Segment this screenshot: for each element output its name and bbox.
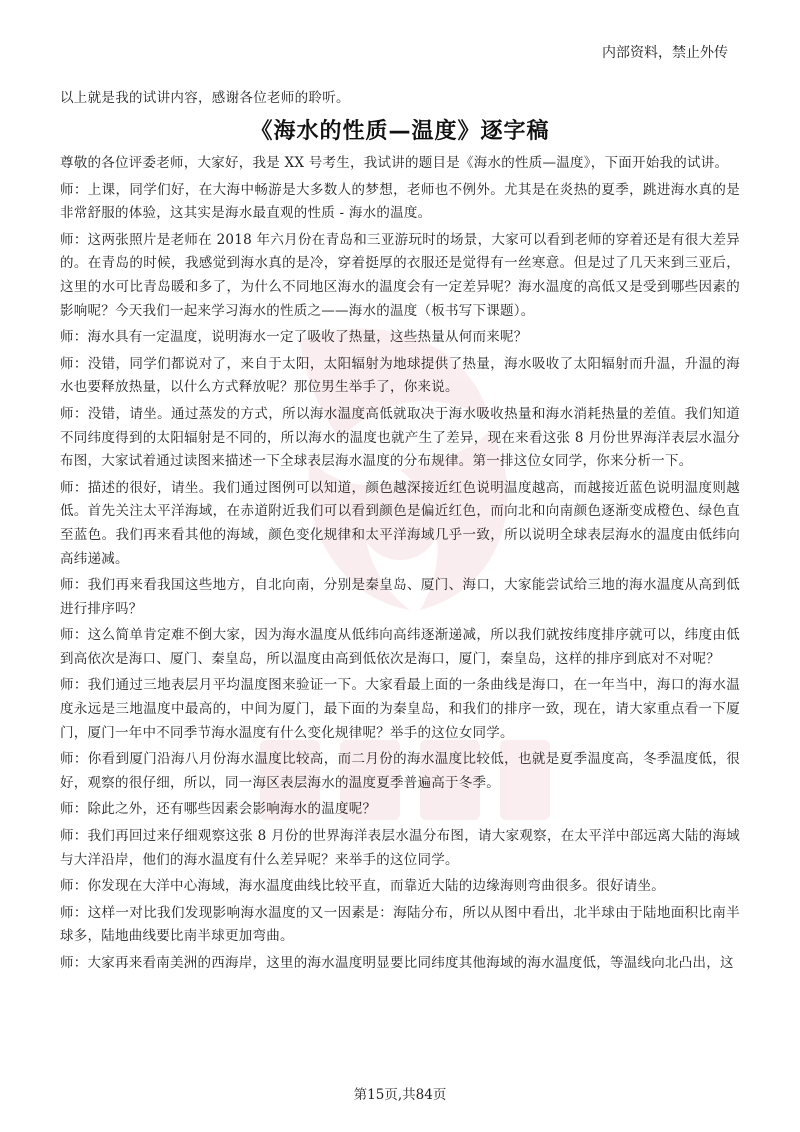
paragraph: 师：描述的很好，请坐。我们通过图例可以知道，颜色越深接近红色说明温度越高，而越接近蓝色说明温度则越低。首先关注太平洋海域，在赤道附近我们可以看到颜色是偏近红色，而向北和向南颜色逐渐变成橙色、绿色直至蓝色。我们再来看其他的海域，颜色变化规律和太平洋海域几乎一致，所以说明全球表层海水的温度由低纬向高纬递减。 bbox=[60, 479, 740, 567]
paragraph: 师：我们再回过来仔细观察这张 8 月份的世界海洋表层水温分布图，请大家观察，在太平洋中部远离大陆的海域与大洋沿岸，他们的海水温度有什么差异呢？来举手的这位同学。 bbox=[60, 828, 740, 868]
document-title: 《海水的性质—温度》逐字稿 bbox=[250, 119, 550, 144]
document-body bbox=[60, 152, 740, 1080]
page-number: 第15页,共84页 bbox=[353, 1087, 447, 1103]
paragraph: 师：你看到厦门沿海八月份海水温度比较高，而二月份的海水温度比较低，也就是夏季温度高，冬季温度低，很好，观察的很仔细，所以，同一海区表层海水的温度夏季普遍高于冬季。 bbox=[60, 751, 740, 791]
paragraph: 师：我们再来看我国这些地方，自北向南，分别是秦皇岛、厦门、海口，大家能尝试给三地的海水温度从高到低进行排序吗？ bbox=[60, 577, 740, 617]
paragraph: 师：大家再来看南美洲的西海岸，这里的海水温度明显要比同纬度其他海域的海水温度低，等温线向北凸出，这 bbox=[60, 955, 734, 971]
paragraph: 师：没错，同学们都说对了，来自于太阳，太阳辐射为地球提供了热量，海水吸收了太阳辐射而升温，升温的海水也要释放热量，以什么方式释放呢？那位男生举手了，你来说。 bbox=[60, 355, 740, 396]
paragraph: 师：这样一对比我们发现影响海水温度的又一因素是：海陆分布，所以从图中看出，北半球由于陆地面积比南半球多，陆地曲线要比南半球更加弯曲。 bbox=[60, 904, 740, 945]
paragraph: 师：我们通过三地表层月平均温度图来验证一下。大家看最上面的一条曲线是海口，在一年当中，海口的海水温度永远是三地温度中最高的，中间为厦门，最下面的为秦皇岛，和我们的排序一致，现在，请大家重点看一下厦门，厦门一年中不同季节海水温度有什么变化规律呢？举手的这位女同学。 bbox=[60, 677, 740, 741]
header-note: 内部资料，禁止外传 bbox=[602, 45, 728, 61]
intro-line: 以上就是我的试讲内容，感谢各位老师的聆听。 bbox=[60, 90, 350, 106]
paragraph: 师：除此之外，还有哪些因素会影响海水的温度呢？ bbox=[60, 801, 377, 818]
paragraph: 师：上课，同学们好，在大海中畅游是大多数人的梦想，老师也不例外。尤其是在炎热的夏季，跳进海水真的是非常舒服的体验，这其实是海水最直观的性质 - 海水的温度。 bbox=[60, 181, 740, 222]
paragraph: 师：你发现在大洋中心海域，海水温度曲线比较平直，而靠近大陆的边缘海则弯曲很多。很好请坐。 bbox=[60, 878, 665, 895]
paragraph: 师：这两张照片是老师在 2018 年六月份在青岛和三亚游玩时的场景，大家可以看到老师的穿着还是有很大差异的。在青岛的时候，我感觉到海水真的是冷，穿着挺厚的衣服还是觉得有一丝寒意。但是过了几天来到三亚后，这里的水可比青岛暖和多了，为什么不同地区海水的温度会有一定差异呢？海水温度的高低又是受到哪些因素的影响呢？今天我们一起来学习海水的性质之——海水的温度（板书写下课题）。 bbox=[60, 231, 740, 319]
paragraph: 师：海水具有一定温度，说明海水一定了吸收了热量，这些热量从何而来呢？ bbox=[60, 329, 528, 346]
paragraph: 师：没错，请坐。通过蒸发的方式，所以海水温度高低就取决于海水吸收热量和海水消耗热量的差值。我们知道不同纬度得到的太阳辐射是不同的，所以海水的温度也就产生了差异，现在来看这张 8 月份世界海洋表层水温分布图，大家试着通过读图来描述一下全球表层海水温度的分布规律。第一排这位女同学，你来分析一下。 bbox=[60, 405, 740, 470]
paragraph: 尊敬的各位评委老师，大家好，我是 XX 号考生，我试讲的题目是《海水的性质—温度》，下面开始我的试讲。 bbox=[60, 155, 729, 171]
paragraph: 师：这么简单肯定难不倒大家，因为海水温度从低纬向高纬逐渐递减，所以我们就按纬度排序就可以，纬度由低到高依次是海口、厦门、秦皇岛，所以温度由高到低依次是海口，厦门，秦皇岛，这样的排序到底对不对呢？ bbox=[60, 627, 740, 667]
